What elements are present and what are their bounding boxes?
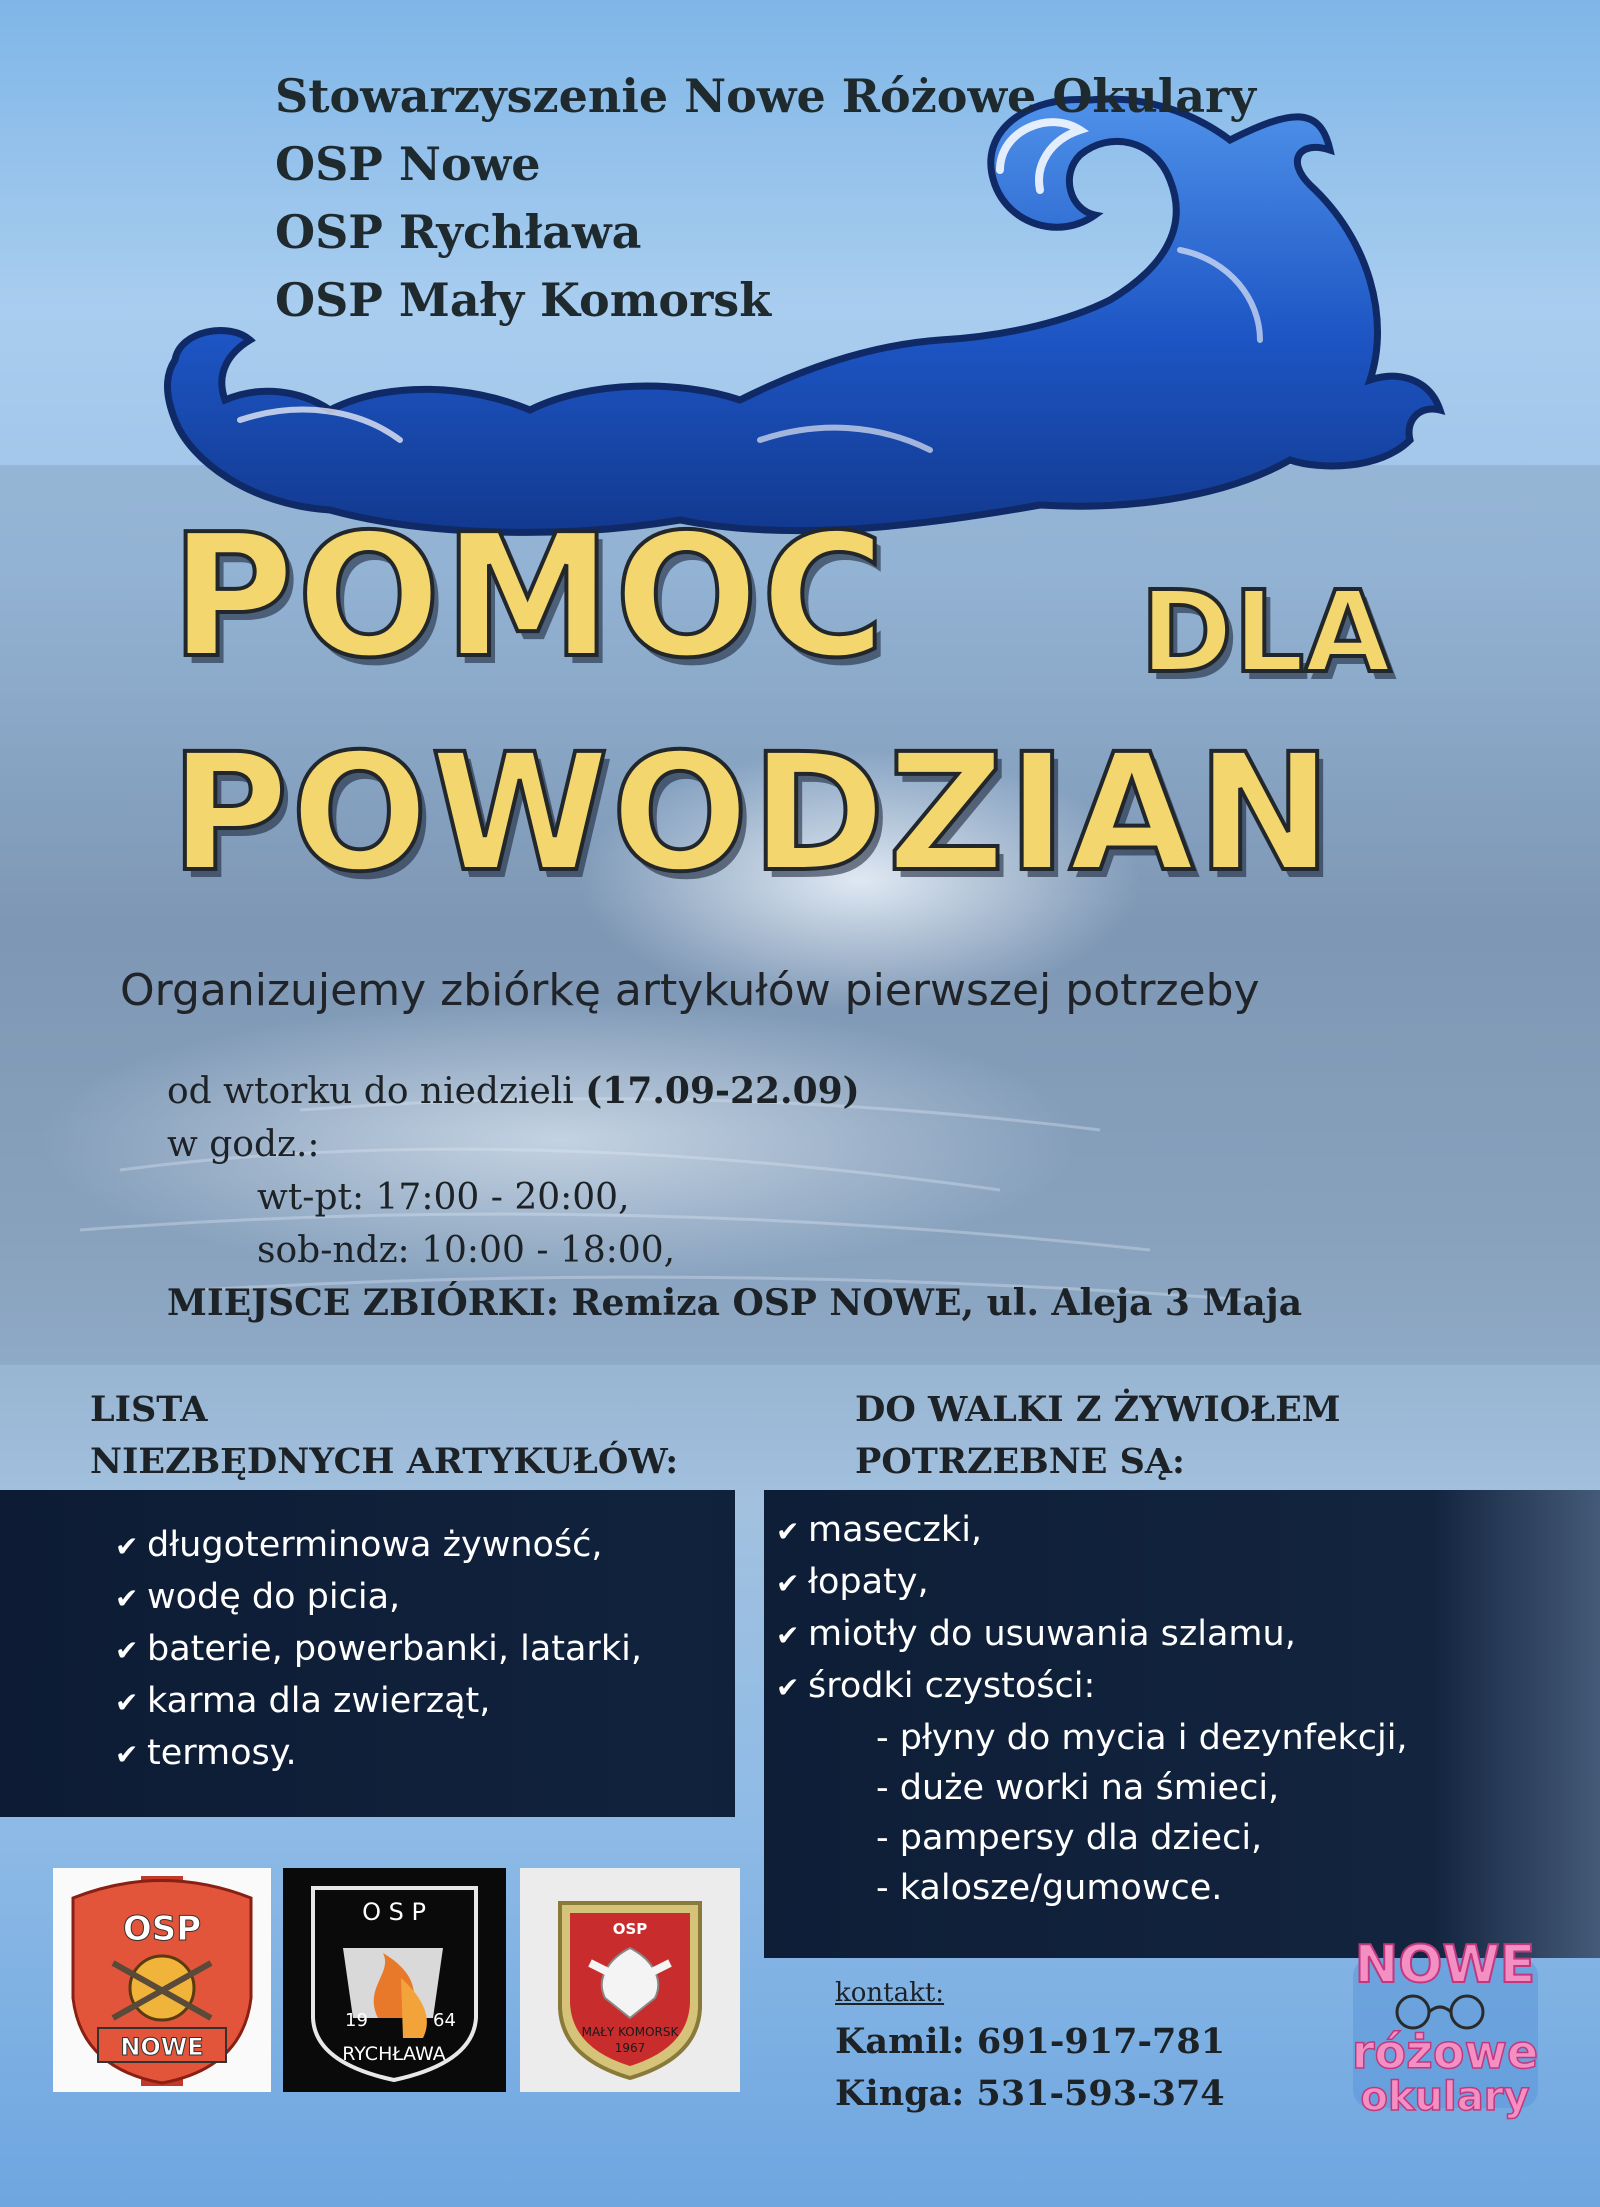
check-icon: ✔ [115,1582,139,1615]
osp-nowe-badge [53,1868,271,2092]
list-item [115,1520,642,1572]
contact-kinga: Kinga: 531-593-374 [835,2073,1225,2114]
list-subitem: - pampersy dla dzieci, [876,1818,1263,1858]
check-icon: ✔ [776,1515,800,1548]
list-item [115,1624,642,1676]
schedule-days: od wtorku do niedzieli [167,1071,586,1112]
organizer-name: OSP Nowe [275,137,541,191]
osp-rychlawa-badge [283,1868,506,2092]
list-item [776,1505,1408,1557]
schedule [167,1065,1302,1330]
contact-label: kontakt: [835,1978,945,2008]
title-pomoc: POMOC [170,498,888,696]
schedule-dates: (17.09-22.09) [585,1070,860,1112]
check-icon: ✔ [776,1567,800,1600]
left-heading-line: NIEZBĘDNYCH ARTYKUŁÓW: [90,1441,679,1482]
list-item [776,1557,1408,1609]
list-item [115,1728,642,1780]
contact-block [835,1978,1225,2120]
left-heading-line: LISTA [90,1389,208,1430]
schedule-weekday-hours: wt-pt: 17:00 - 20:00, [257,1177,630,1218]
list-item [115,1572,642,1624]
list-subitem: - duże worki na śmieci, [876,1768,1280,1808]
list-item [115,1676,642,1728]
right-list-heading [855,1384,1341,1488]
check-icon: ✔ [115,1686,139,1719]
organizer-name: Stowarzyszenie Nowe Różowe Okulary [275,69,1256,123]
schedule-weekend-hours: sob-ndz: 10:00 - 18:00, [257,1230,676,1271]
badge-year-right: 64 [433,2010,456,2031]
right-heading-line: DO WALKI Z ŻYWIOŁEM [855,1389,1341,1430]
organizer-name: OSP Mały Komorsk [275,273,772,327]
badge-bottom-text: MAŁY KOMORSK [581,2025,679,2039]
contact-kamil: Kamil: 691-917-781 [835,2021,1226,2062]
badge-top-text: OSP [122,1909,202,1949]
badge-year: 1967 [614,2041,646,2055]
list-item-text: wodę do picia, [147,1577,401,1617]
check-icon: ✔ [776,1671,800,1704]
list-item [776,1661,1408,1713]
organizers-list [275,62,1256,334]
right-heading-line: POTRZEBNE SĄ: [855,1441,1185,1482]
title-powodzian: POWODZIAN [170,720,1335,908]
badge-top-text: O S P [362,1898,426,1926]
logo-word-nowe: NOWE [1354,1935,1536,1995]
list-item-text: środki czystości: [808,1666,1096,1706]
list-subitem: - płyny do mycia i dezynfekcji, [876,1718,1408,1758]
list-item-text: maseczki, [808,1510,983,1550]
check-icon: ✔ [115,1530,139,1563]
subtitle: Organizujemy zbiórkę artykułów pierwszej potrzeby [120,965,1260,1016]
badge-bottom-text: NOWE [120,2033,204,2061]
left-list-heading [90,1384,678,1488]
check-icon: ✔ [115,1738,139,1771]
organizer-name: OSP Rychława [275,205,642,259]
list-item-text: miotły do usuwania szlamu, [808,1614,1296,1654]
list-item-text: baterie, powerbanki, latarki, [147,1629,642,1669]
check-icon: ✔ [115,1634,139,1667]
check-icon: ✔ [776,1619,800,1652]
list-item-text: karma dla zwierząt, [147,1681,491,1721]
cleanup-items-list [776,1505,1408,1913]
badge-bottom-text: RYCHŁAWA [342,2043,446,2065]
schedule-days-line [167,1065,1302,1118]
essential-items-list [115,1520,642,1780]
list-item-text: łopaty, [808,1562,929,1602]
schedule-hours-label: w godz.: [167,1124,320,1165]
collection-place: MIEJSCE ZBIÓRKI: Remiza OSP NOWE, ul. Aleja 3 Maja [167,1282,1303,1324]
badge-top-text: OSP [612,1920,648,1938]
logo-word-okulary: okulary [1360,2074,1530,2120]
title-dla: DLA [1140,568,1392,698]
list-subitem: - kalosze/gumowce. [876,1868,1223,1908]
logo-word-rozowe: różowe [1351,2025,1539,2079]
list-item-text: termosy. [147,1733,297,1773]
osp-maly-komorsk-badge [520,1868,740,2092]
list-item-text: długoterminowa żywność, [147,1525,603,1565]
list-item [776,1609,1408,1661]
badge-year-left: 19 [345,2010,368,2031]
nowe-rozowe-okulary-logo [1325,1920,1555,2120]
